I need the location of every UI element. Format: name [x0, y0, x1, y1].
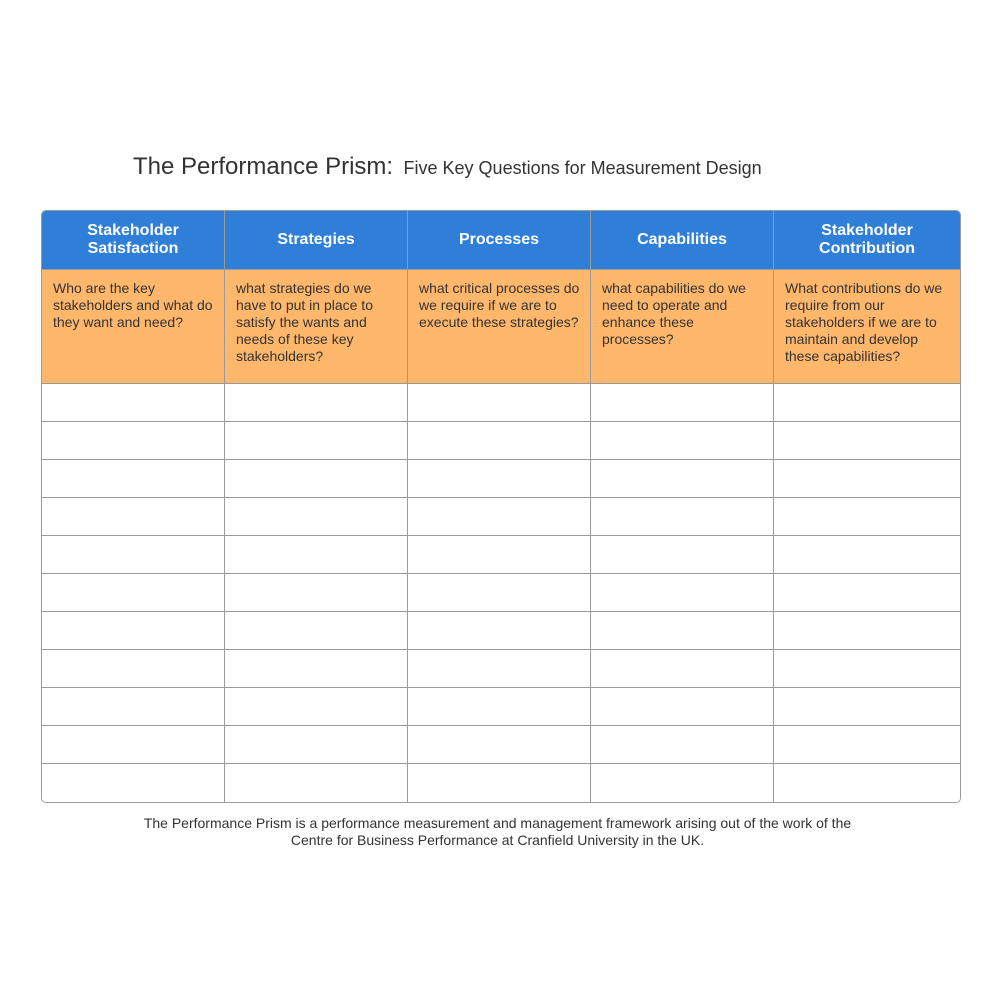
- header-stakeholder-satisfaction: [42, 211, 225, 270]
- table-cell[interactable]: [42, 688, 225, 726]
- table-cell[interactable]: [408, 498, 591, 536]
- header-stakeholder-contribution: [774, 211, 960, 270]
- table-cell[interactable]: [774, 460, 960, 498]
- table-cell[interactable]: [42, 764, 225, 802]
- table-cell[interactable]: [591, 612, 774, 650]
- table-cell[interactable]: [42, 726, 225, 764]
- table-cell[interactable]: [42, 650, 225, 688]
- table-cell[interactable]: [408, 460, 591, 498]
- table-cell[interactable]: [225, 536, 408, 574]
- table-row: [42, 612, 960, 650]
- table-row: [42, 650, 960, 688]
- table-row: [42, 688, 960, 726]
- header-processes: [408, 211, 591, 270]
- table-cell[interactable]: [42, 498, 225, 536]
- table-cell[interactable]: [225, 688, 408, 726]
- question-stakeholder-satisfaction: Who are the key stakeholders and what do they want and need?: [42, 270, 225, 384]
- header-label: Stakeholder Contribution: [819, 222, 915, 257]
- table-cell[interactable]: [42, 574, 225, 612]
- page-title: [133, 153, 762, 181]
- question-capabilities: what capabilities do we need to operate and enhance these processes?: [591, 270, 774, 384]
- table-cell[interactable]: [591, 764, 774, 802]
- header-strategies: [225, 211, 408, 270]
- table-cell[interactable]: [591, 574, 774, 612]
- table-cell[interactable]: [774, 764, 960, 802]
- title-main: The Performance Prism:: [133, 153, 394, 180]
- table-cell[interactable]: [225, 422, 408, 460]
- table-cell[interactable]: [408, 764, 591, 802]
- table-cell[interactable]: [42, 422, 225, 460]
- table-cell[interactable]: [42, 460, 225, 498]
- table-cell[interactable]: [42, 536, 225, 574]
- header-capabilities: [591, 211, 774, 270]
- table-cell[interactable]: [591, 384, 774, 422]
- table-cell[interactable]: [408, 650, 591, 688]
- footer-note: [100, 815, 895, 849]
- question-stakeholder-contribution: What contributions do we require from our stakeholders if we are to maintain and develop these capabilities?: [774, 270, 960, 384]
- table-cell[interactable]: [774, 688, 960, 726]
- table-cell[interactable]: [225, 574, 408, 612]
- table-cell[interactable]: [408, 422, 591, 460]
- table-row: [42, 574, 960, 612]
- table-cell[interactable]: [408, 574, 591, 612]
- table-cell[interactable]: [42, 384, 225, 422]
- table-row: [42, 536, 960, 574]
- table-cell[interactable]: [591, 650, 774, 688]
- table-cell[interactable]: [225, 384, 408, 422]
- table-row: [42, 384, 960, 422]
- table-row: [42, 726, 960, 764]
- table-cell[interactable]: [408, 688, 591, 726]
- footer-line-2: Centre for Business Performance at Cranfield University in the UK.: [290, 832, 705, 848]
- table-cell[interactable]: [225, 726, 408, 764]
- table-cell[interactable]: [591, 536, 774, 574]
- table-cell[interactable]: [774, 384, 960, 422]
- table-cell[interactable]: [42, 612, 225, 650]
- table-cell[interactable]: [225, 650, 408, 688]
- table-cell[interactable]: [408, 612, 591, 650]
- table-cell[interactable]: [774, 726, 960, 764]
- table-cell[interactable]: [408, 536, 591, 574]
- table-cell[interactable]: [591, 688, 774, 726]
- table-row: [42, 460, 960, 498]
- header-label: Capabilities: [637, 231, 727, 248]
- table-cell[interactable]: [408, 384, 591, 422]
- question-row: [42, 270, 960, 384]
- table-cell[interactable]: [408, 726, 591, 764]
- table-cell[interactable]: [591, 498, 774, 536]
- table-cell[interactable]: [774, 612, 960, 650]
- table-cell[interactable]: [225, 764, 408, 802]
- table-cell[interactable]: [225, 460, 408, 498]
- table-cell[interactable]: [591, 422, 774, 460]
- table-row: [42, 764, 960, 802]
- header-row: [42, 211, 960, 270]
- table-cell[interactable]: [591, 460, 774, 498]
- table-cell[interactable]: [774, 650, 960, 688]
- footer-line-1: The Performance Prism is a performance measurement and management framework arising out of the work of the: [143, 815, 852, 831]
- header-label: Strategies: [277, 231, 355, 248]
- table-row: [42, 498, 960, 536]
- table-cell[interactable]: [774, 574, 960, 612]
- table-cell[interactable]: [774, 498, 960, 536]
- table-cell[interactable]: [225, 498, 408, 536]
- table-row: [42, 422, 960, 460]
- title-subtitle: Five Key Questions for Measurement Design: [403, 158, 762, 178]
- table-cell[interactable]: [225, 612, 408, 650]
- question-processes: what critical processes do we require if we are to execute these strategies?: [408, 270, 591, 384]
- table-cell[interactable]: [591, 726, 774, 764]
- header-label: Processes: [458, 231, 540, 248]
- table-cell[interactable]: [774, 536, 960, 574]
- question-strategies: what strategies do we have to put in place to satisfy the wants and needs of these key stakeholders?: [225, 270, 408, 384]
- header-label: Stakeholder Satisfaction: [87, 222, 179, 257]
- performance-prism-table: [41, 210, 961, 803]
- table-cell[interactable]: [774, 422, 960, 460]
